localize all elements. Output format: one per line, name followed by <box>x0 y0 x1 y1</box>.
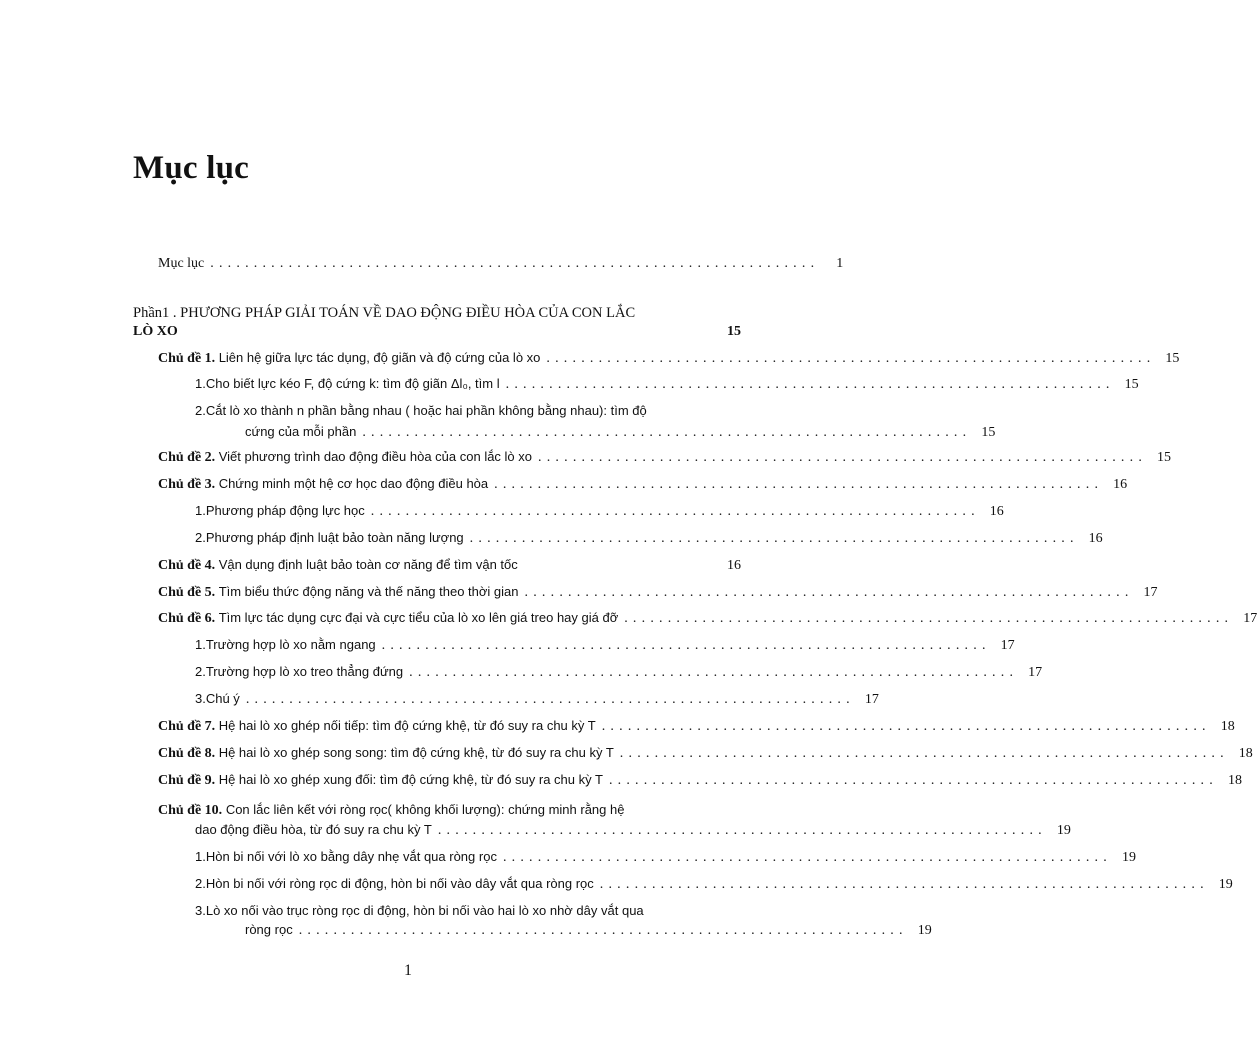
page-title: Mục lục <box>133 150 249 186</box>
toc-entry-label: 1.Trường hợp lò xo nằm ngang <box>195 637 376 652</box>
toc-entry-label: 1.Cho biết lực kéo F, độ cứng k: tìm độ giãn Δl₀, tìm l <box>195 376 500 391</box>
toc-entry-label: Chứng minh một hệ cơ học dao động điều hòa <box>218 476 489 491</box>
toc-entry-label: Con lắc liên kết với ròng rọc( không khối lượng): chứng minh rằng hệ <box>225 802 625 817</box>
toc-entry-prefix: Chủ đề 4. <box>158 558 216 573</box>
toc-entry-label: cứng của mỗi phần <box>245 424 357 439</box>
toc-entry-label: 1.Phương pháp động lực học <box>195 503 365 518</box>
toc-entry-chu-de-6[interactable] <box>158 610 1257 627</box>
toc-entry-mucluc[interactable] <box>158 256 844 272</box>
toc-entry-chu-de-4[interactable] <box>158 557 741 574</box>
toc-entry-prefix: Chủ đề 10. <box>158 803 223 818</box>
dot-leader: ...................................................................... <box>601 719 1211 734</box>
toc-entry-chu-de-10-line1[interactable] <box>158 802 624 819</box>
dot-leader: ...................................................................... <box>381 638 991 653</box>
dot-leader: ...................................................................... <box>624 611 1234 626</box>
toc-entry-label: 2.Phương pháp định luật bảo toàn năng lượng <box>195 530 464 545</box>
dot-leader: ...................................................................... <box>502 850 1112 865</box>
toc-entry-chu-de-7[interactable] <box>158 718 1235 735</box>
toc-part-1-heading[interactable]: Phần1 . PHƯƠNG PHÁP GIẢI TOÁN VỀ DAO ĐỘNG ĐIỀU HÒA CỦA CON LẮC <box>133 305 636 321</box>
dot-leader: ...................................................................... <box>245 692 855 707</box>
toc-entry-chu-de-9[interactable] <box>158 772 1242 789</box>
toc-entry-prefix: Chủ đề 8. <box>158 746 216 761</box>
toc-entry-label: 2.Hòn bi nối với ròng rọc di động, hòn bi nối vào dây vắt qua ròng rọc <box>195 876 594 891</box>
toc-entry-label: Hệ hai lò xo ghép nối tiếp: tìm độ cứng khệ, từ đó suy ra chu kỳ T <box>218 718 596 733</box>
toc-page-number: 15 <box>1157 450 1172 465</box>
toc-page-number: 16 <box>989 504 1004 519</box>
page-footer-number: 1 <box>404 962 412 979</box>
toc-entry-label: 3.Chú ý <box>195 691 240 706</box>
dot-leader <box>518 558 717 574</box>
toc-entry-10-1[interactable] <box>195 849 1136 866</box>
dot-leader: ...................................................................... <box>494 477 1104 492</box>
dot-leader <box>178 324 717 340</box>
dot-leader: ...................................................................... <box>469 531 1079 546</box>
toc-page-number: 1 <box>836 256 844 271</box>
toc-entry-3-2[interactable] <box>195 530 1103 547</box>
toc-entry-chu-de-10[interactable] <box>195 822 1071 839</box>
dot-leader: ...................................................................... <box>210 256 820 271</box>
toc-entry-10-2[interactable] <box>195 876 1233 893</box>
toc-entry-label: 1.Hòn bi nối với lò xo bằng dây nhẹ vắt qua ròng rọc <box>195 849 497 864</box>
dot-leader: ...................................................................... <box>608 773 1218 788</box>
toc-page-number: 19 <box>1121 850 1136 865</box>
toc-entry-prefix: Chủ đề 5. <box>158 585 216 600</box>
toc-entry-label: Hệ hai lò xo ghép song song: tìm độ cứng khệ, từ đó suy ra chu kỳ T <box>218 745 614 760</box>
toc-page-number: 19 <box>1056 823 1071 838</box>
toc-entry-3-1[interactable] <box>195 503 1004 520</box>
dot-leader: ...................................................................... <box>538 450 1148 465</box>
toc-page-number: 19 <box>1218 877 1233 892</box>
toc-entry-1-2[interactable] <box>245 424 996 441</box>
toc-entry-prefix: Chủ đề 3. <box>158 477 216 492</box>
dot-leader: ...................................................................... <box>505 377 1115 392</box>
toc-entry-label: Hệ hai lò xo ghép xung đối: tìm độ cứng khệ, từ đó suy ra chu kỳ T <box>218 772 603 787</box>
toc-entry-label: Tìm lực tác dụng cực đại và cực tiểu của lò xo lên giá treo hay giá đỡ <box>218 610 619 625</box>
toc-entry-label: Mục lục <box>158 256 205 271</box>
toc-entry-label: 2.Trường hợp lò xo treo thẳng đứng <box>195 664 404 679</box>
dot-leader: ...................................................................... <box>437 823 1047 838</box>
toc-entry-label: Viết phương trình dao động điều hòa của con lắc lò xo <box>218 449 533 464</box>
toc-page-number: 15 <box>1165 351 1180 366</box>
toc-page-number: 15 <box>981 425 996 440</box>
toc-entry-prefix: Chủ đề 6. <box>158 611 216 626</box>
dot-leader: ...................................................................... <box>619 746 1229 761</box>
toc-entry-6-3[interactable] <box>195 691 879 708</box>
toc-entry-prefix: Chủ đề 9. <box>158 773 216 788</box>
toc-page-number: 15 <box>727 324 741 339</box>
toc-entry-prefix: Chủ đề 7. <box>158 719 216 734</box>
toc-entry-label: LÒ XO <box>133 324 178 339</box>
toc-entry-10-3[interactable] <box>245 922 932 939</box>
toc-page-number: 16 <box>727 558 741 573</box>
toc-entry-10-3-line1[interactable]: 3.Lò xo nối vào trục ròng rọc di động, hòn bi nối vào hai lò xo nhờ dây vắt qua <box>195 903 644 918</box>
toc-entry-prefix: Chủ đề 2. <box>158 450 216 465</box>
toc-entry-chu-de-1[interactable] <box>158 350 1180 367</box>
toc-entry-chu-de-3[interactable] <box>158 476 1128 493</box>
toc-page-number: 16 <box>1113 477 1128 492</box>
toc-page-number: 17 <box>1143 585 1158 600</box>
toc-entry-1-1[interactable] <box>195 376 1139 393</box>
dot-leader: ...................................................................... <box>370 504 980 519</box>
toc-entry-label: dao động điều hòa, từ đó suy ra chu kỳ T <box>195 822 432 837</box>
toc-page-number: 17 <box>1000 638 1015 653</box>
toc-entry-label: Vận dụng định luật bảo toàn cơ năng để tìm vận tốc <box>218 557 518 572</box>
toc-entry-6-2[interactable] <box>195 664 1043 681</box>
toc-entry-1-2-line1[interactable]: 2.Cắt lò xo thành n phần bằng nhau ( hoặc hai phần không bằng nhau): tìm độ <box>195 403 647 418</box>
dot-leader: ...................................................................... <box>599 877 1209 892</box>
dot-leader: ...................................................................... <box>524 585 1134 600</box>
toc-entry-chu-de-2[interactable] <box>158 449 1172 466</box>
toc-page-number: 17 <box>1028 665 1043 680</box>
dot-leader: ...................................................................... <box>409 665 1019 680</box>
toc-entry-label: Tìm biểu thức động năng và thế năng theo thời gian <box>218 584 519 599</box>
toc-entry-label: Liên hệ giữa lực tác dụng, độ giãn và độ cứng của lò xo <box>218 350 541 365</box>
toc-entry-chu-de-5[interactable] <box>158 584 1158 601</box>
toc-page-number: 15 <box>1124 377 1139 392</box>
toc-entry-label: ròng rọc <box>245 922 293 937</box>
toc-page-number: 16 <box>1088 531 1103 546</box>
dot-leader: ...................................................................... <box>546 351 1156 366</box>
toc-entry-chu-de-8[interactable] <box>158 745 1253 762</box>
dot-leader: ...................................................................... <box>298 923 908 938</box>
toc-page-number: 18 <box>1227 773 1242 788</box>
dot-leader: ...................................................................... <box>362 425 972 440</box>
toc-page-number: 17 <box>864 692 879 707</box>
toc-page-number: 17 <box>1243 611 1257 626</box>
toc-entry-prefix: Chủ đề 1. <box>158 351 216 366</box>
toc-page-number: 19 <box>917 923 932 938</box>
toc-page-number: 18 <box>1220 719 1235 734</box>
toc-entry-6-1[interactable] <box>195 637 1015 654</box>
toc-entry-part-1[interactable] <box>133 324 741 340</box>
toc-page-number: 18 <box>1238 746 1253 761</box>
